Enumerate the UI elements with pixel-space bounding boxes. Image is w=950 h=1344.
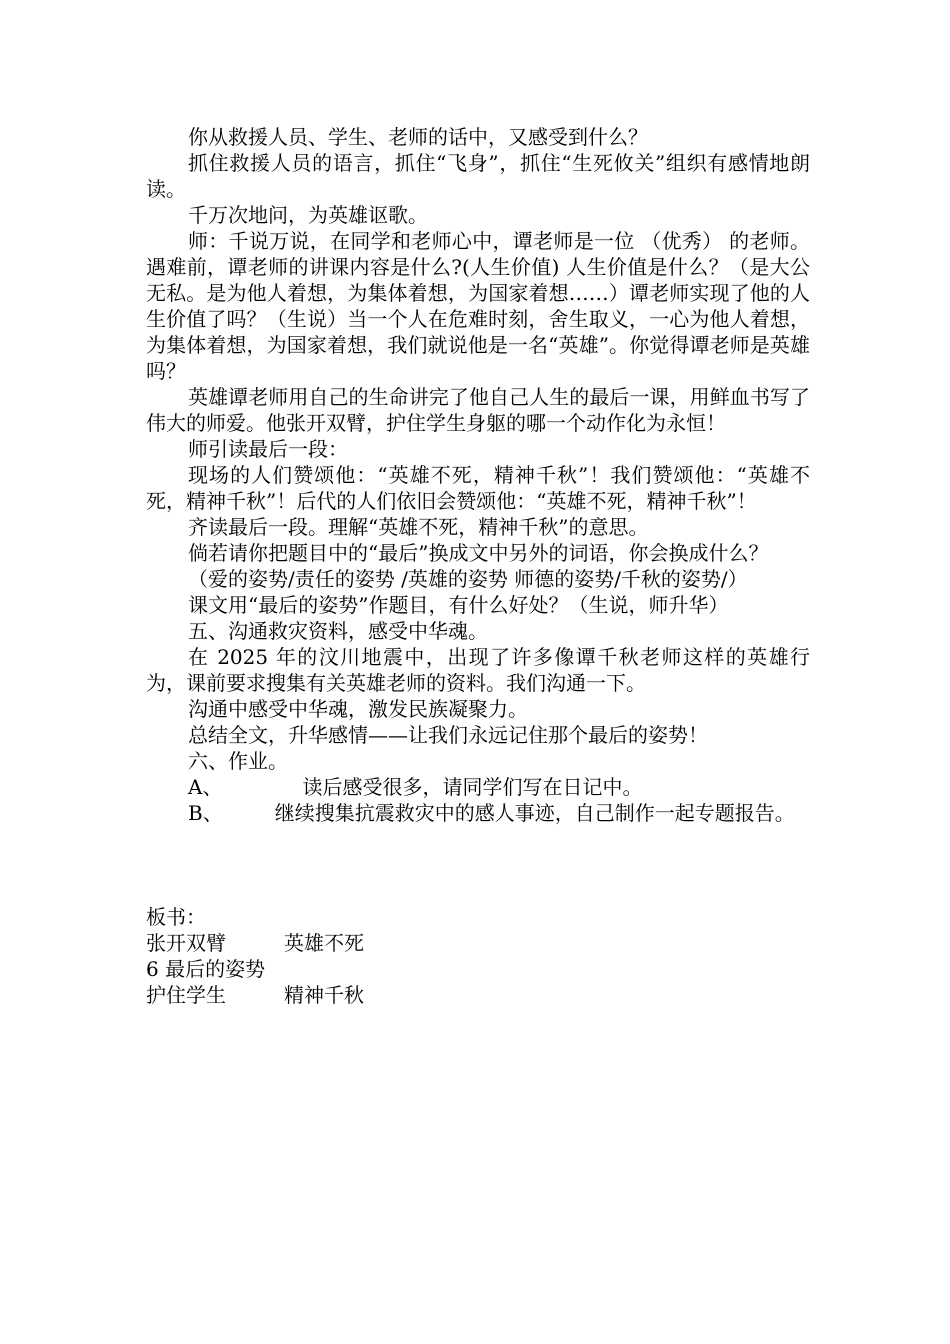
paragraph: 抓住救援人员的语言，抓住“飞身”，抓住“生死攸关”组织有感情地朗读。: [146, 151, 810, 201]
paragraph: 师引读最后一段：: [188, 437, 348, 461]
spacer: [146, 826, 810, 904]
board-text: 精神千秋: [284, 983, 364, 1007]
paragraph: （爱的姿势/责任的姿势 /英雄的姿势 师德的姿势/千秋的姿势/）: [188, 567, 748, 591]
board-title: 6 最后的姿势: [146, 957, 266, 981]
document-page: [146, 124, 810, 1008]
homework-text: 继续搜集抗震救灾中的感人事迹，自己制作一起专题报告。: [274, 801, 795, 825]
board-heading: 板书：: [146, 905, 206, 929]
paragraph: 课文用“最后的姿势”作题目，有什么好处？（生说，师升华）: [188, 593, 729, 617]
homework-text: 读后感受很多，请同学们写在日记中。: [302, 775, 643, 799]
paragraph: 齐读最后一段。理解“英雄不死，精神千秋”的意思。: [188, 515, 649, 539]
section-heading: 六、作业。: [188, 749, 288, 773]
paragraph: 倘若请你把题目中的“最后”换成文中另外的词语，你会换成什么？: [188, 541, 769, 565]
homework-item-b: [146, 800, 810, 826]
board-row: [146, 930, 810, 956]
paragraph: 现场的人们赞颂他：“英雄不死，精神千秋”！我们赞颂他：“英雄不死，精神千秋”！后代的人们依旧会赞颂他：“英雄不死，精神千秋”！: [146, 463, 810, 513]
paragraph: 千万次地问，为英雄讴歌。: [188, 203, 428, 227]
homework-item-a: [146, 774, 810, 800]
paragraph: 师：千说万说，在同学和老师心中，谭老师是一位 （优秀） 的老师。遇难前，谭老师的讲课内容是什么?(人生价值) 人生价值是什么？（是大公无私。是为他人着想，为集体着想，为国家着想……）谭老师实现了他的人生价值了吗？（生说）当一个人在危难时刻，舍生取义，一心为他人着想，为集体着想，为国家着想，我们就说他是一名“英雄”。你觉得谭老师是英雄吗？: [146, 229, 810, 383]
board-text: 张开双臂: [146, 931, 226, 955]
paragraph: 英雄谭老师用自己的生命讲完了他自己人生的最后一课，用鲜血书写了伟大的师爱。他张开双臂，护住学生身躯的哪一个动作化为永恒！: [146, 385, 810, 435]
paragraph: 在 2025 年的汶川地震中，出现了许多像谭千秋老师这样的英雄行为，课前要求搜集有关英雄老师的资料。我们沟通一下。: [146, 645, 810, 695]
paragraph: 你从救援人员、学生、老师的话中，又感受到什么？: [188, 125, 648, 149]
section-heading: 五、沟通救灾资料，感受中华魂。: [188, 619, 488, 643]
board-text: 护住学生: [146, 983, 226, 1007]
paragraph: 总结全文，升华感情——让我们永远记住那个最后的姿势！: [188, 723, 708, 747]
board-text: 英雄不死: [284, 931, 364, 955]
homework-marker: B、: [188, 801, 223, 825]
paragraph: 沟通中感受中华魂，激发民族凝聚力。: [188, 697, 528, 721]
homework-marker: A、: [188, 775, 223, 799]
board-row: [146, 982, 810, 1008]
